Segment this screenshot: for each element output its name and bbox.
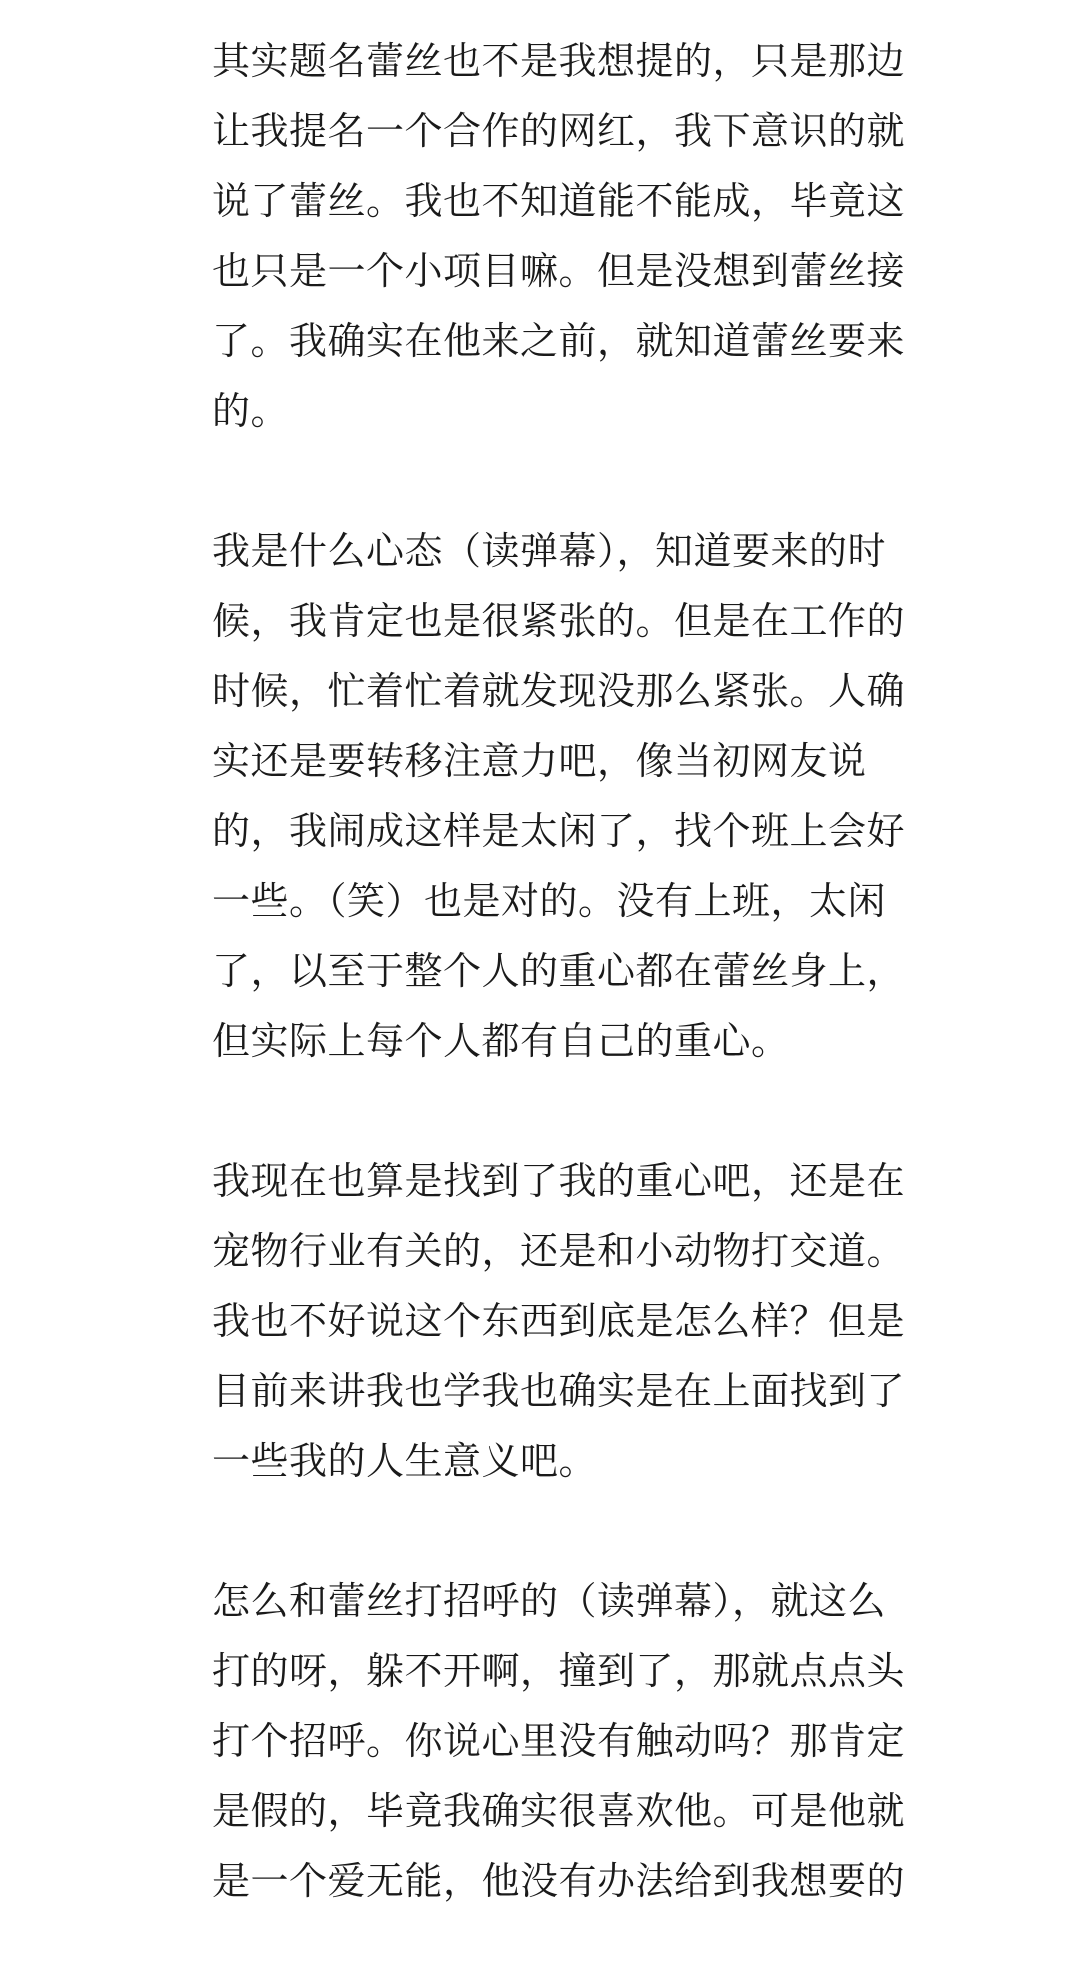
text-line: 时候，忙着忙着就发现没那么紧张。人确 xyxy=(212,669,906,713)
text-line: 让我提名一个合作的网红，我下意识的就 xyxy=(212,109,906,153)
text-line: 实还是要转移注意力吧，像当初网友说 xyxy=(212,739,867,783)
paragraph-1 xyxy=(212,26,912,446)
text-line: 也只是一个小项目嘛。但是没想到蕾丝接 xyxy=(212,249,906,293)
text-line: 我是什么心态（读弹幕），知道要来的时 xyxy=(212,529,887,573)
text-line: 其实题名蕾丝也不是我想提的，只是那边 xyxy=(212,39,906,83)
paragraph-4 xyxy=(212,1566,912,1916)
text-line: 的。 xyxy=(212,389,290,433)
text-line: 但实际上每个人都有自己的重心。 xyxy=(212,1019,790,1063)
text-line: 一些我的人生意义吧。 xyxy=(212,1439,598,1483)
text-line: 了。我确实在他来之前，就知道蕾丝要来 xyxy=(212,319,906,363)
text-line: 我现在也算是找到了我的重心吧，还是在 xyxy=(212,1159,906,1203)
text-line: 宠物行业有关的，还是和小动物打交道。 xyxy=(212,1229,906,1273)
paragraph-2 xyxy=(212,516,912,1076)
text-line: 我也不好说这个东西到底是怎么样？但是 xyxy=(212,1299,906,1343)
text-line: 说了蕾丝。我也不知道能不能成，毕竟这 xyxy=(212,179,906,223)
text-line: 是假的，毕竟我确实很喜欢他。可是他就 xyxy=(212,1789,906,1833)
text-line: 一些。（笑）也是对的。没有上班，太闲 xyxy=(212,879,887,923)
text-line: 怎么和蕾丝打招呼的（读弹幕），就这么 xyxy=(212,1579,887,1623)
text-line: 打个招呼。你说心里没有触动吗？那肯定 xyxy=(212,1719,906,1763)
paragraph-3 xyxy=(212,1146,912,1496)
text-line: 目前来讲我也学我也确实是在上面找到了 xyxy=(212,1369,906,1413)
text-line: 是一个爱无能，他没有办法给到我想要的 xyxy=(212,1859,906,1903)
article-body xyxy=(212,26,912,1986)
text-line: 的，我闹成这样是太闲了，找个班上会好 xyxy=(212,809,906,853)
text-line: 了，以至于整个人的重心都在蕾丝身上， xyxy=(212,949,906,993)
text-line: 打的呀，躲不开啊，撞到了，那就点点头 xyxy=(212,1649,906,1693)
text-line: 候，我肯定也是很紧张的。但是在工作的 xyxy=(212,599,906,643)
